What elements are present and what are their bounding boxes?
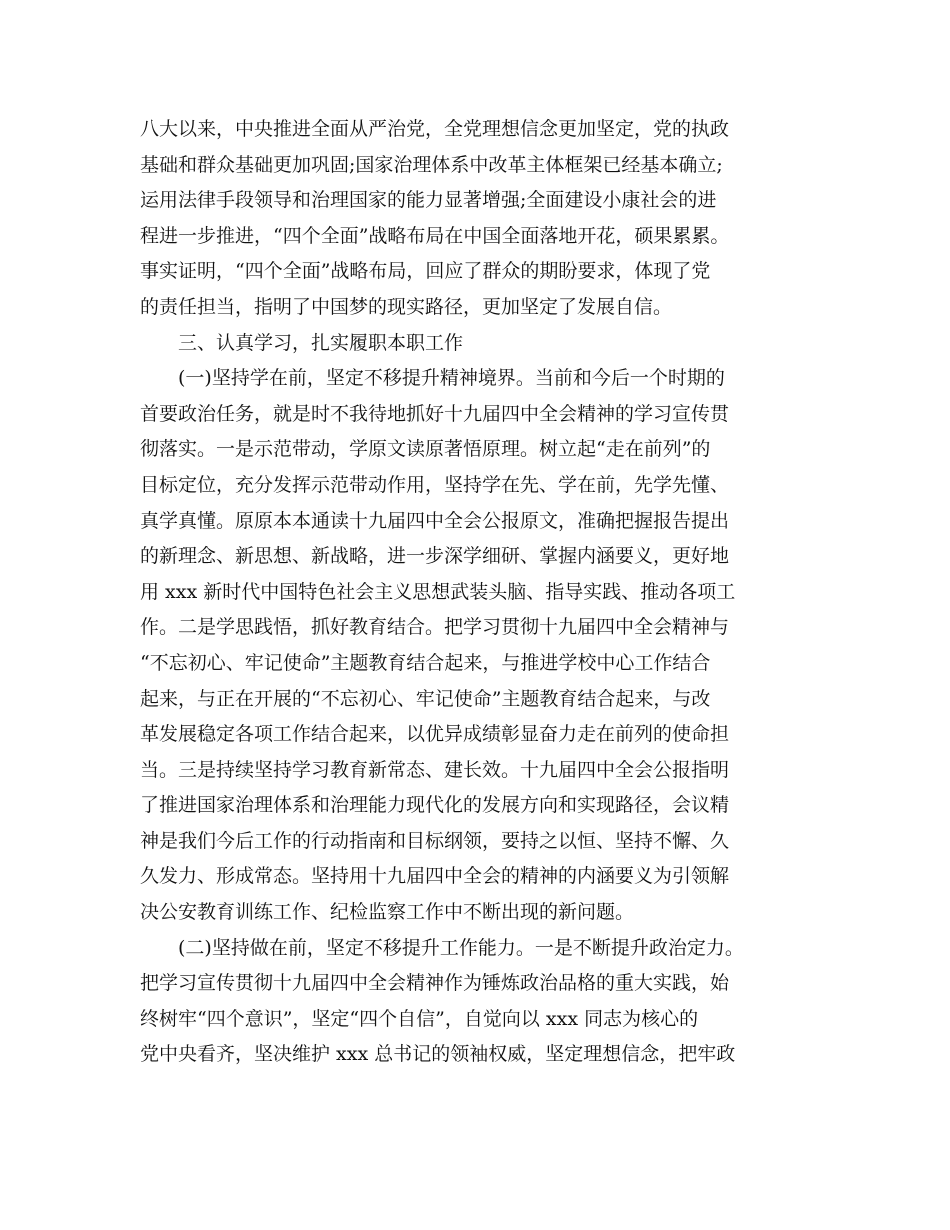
paragraph-line: 程进一步推进，“四个全面”战略布局在中国全面落地开花，硕果累累。 (140, 224, 730, 247)
paragraph-line: 当。三是持续坚持学习教育新常态、建长效。十九届四中全会公报指明 (140, 758, 730, 781)
paragraph-line: 真学真懂。原原本本通读十九届四中全会公报原文，准确把握报告提出 (140, 509, 730, 532)
paragraph-line: 用 xxx 新时代中国特色社会主义思想武装头脑、指导实践、推动各项工 (140, 580, 736, 603)
paragraph-line: 的责任担当，指明了中国梦的现实路径，更加坚定了发展自信。 (140, 295, 673, 318)
paragraph-line: (二)坚持做在前，坚定不移提升工作能力。一是不断提升政治定力。 (178, 936, 744, 959)
document-body (140, 112, 840, 1073)
paragraph-line: 神是我们今后工作的行动指南和目标纲领，要持之以恒、坚持不懈、久 (140, 829, 730, 852)
paragraph-line: 彻落实。一是示范带动，学原文读原著悟原理。树立起“走在前列”的 (140, 438, 711, 461)
paragraph-line: 终树牢“四个意识”，坚定“四个自信”，自觉向以 xxx 同志为核心的 (140, 1007, 699, 1030)
paragraph-line: 久发力、形成常态。坚持用十九届四中全会的精神的内涵要义为引领解 (140, 865, 730, 888)
paragraph-line: 决公安教育训练工作、纪检监察工作中不断出现的新问题。 (140, 901, 635, 924)
paragraph-line: 革发展稳定各项工作结合起来，以优异成绩彰显奋力走在前列的使命担 (140, 723, 730, 746)
paragraph-line: 把学习宣传贯彻十九届四中全会精神作为锤炼政治品格的重大实践，始 (140, 972, 730, 995)
paragraph-line: 运用法律手段领导和治理国家的能力显著增强;全面建设小康社会的进 (140, 189, 717, 212)
paragraph-line: 的新理念、新思想、新战略，进一步深学细研、掌握内涵要义，更好地 (140, 545, 730, 568)
paragraph-line: (一)坚持学在前，坚定不移提升精神境界。当前和今后一个时期的 (178, 367, 725, 390)
paragraph-line: 事实证明，“四个全面”战略布局，回应了群众的期盼要求，体现了党 (140, 260, 711, 283)
paragraph-line: “不忘初心、牢记使命”主题教育结合起来，与推进学校中心工作结合 (140, 651, 711, 674)
paragraph-line: 党中央看齐，坚决维护 xxx 总书记的领袖权威，坚定理想信念，把牢政 (140, 1043, 736, 1066)
paragraph-line: 起来，与正在开展的“不忘初心、牢记使命”主题教育结合起来，与改 (140, 687, 711, 710)
paragraph-line: 了推进国家治理体系和治理能力现代化的发展方向和实现路径，会议精 (140, 794, 730, 817)
paragraph-line: 八大以来，中央推进全面从严治党，全党理想信念更加坚定，党的执政 (140, 118, 730, 140)
section-heading: 三、认真学习，扎实履职本职工作 (178, 331, 464, 354)
paragraph-line: 首要政治任务，就是时不我待地抓好十九届四中全会精神的学习宣传贯 (140, 402, 730, 425)
paragraph-line: 基础和群众基础更加巩固;国家治理体系中改革主体框架已经基本确立; (140, 153, 723, 176)
paragraph-line: 作。二是学思践悟，抓好教育结合。把学习贯彻十九届四中全会精神与 (140, 616, 730, 639)
paragraph-line: 目标定位，充分发挥示范带动作用，坚持学在先、学在前，先学先懂、 (140, 473, 730, 496)
